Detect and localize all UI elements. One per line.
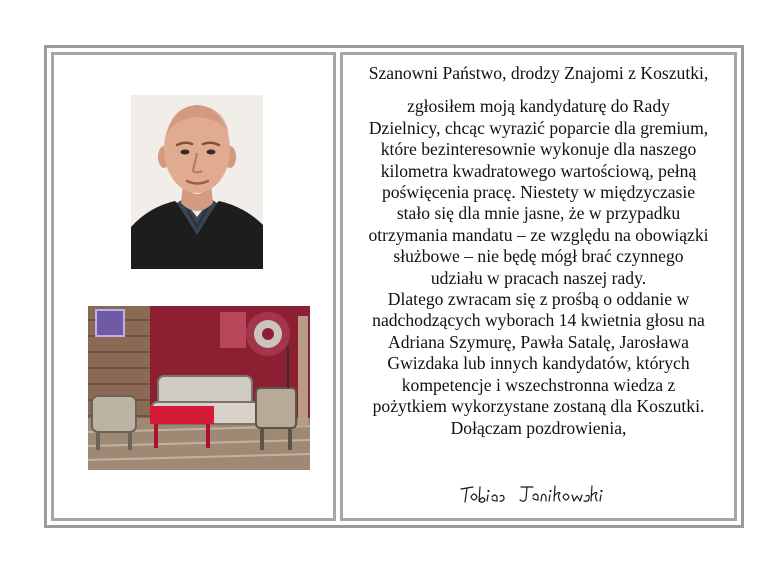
letter-line: służbowe – nie będę mógł brać czynnego bbox=[393, 246, 684, 267]
letter-line: kilometra kwadratowego wartościową, pełną bbox=[380, 160, 697, 181]
letter-line: nadchodzących wyborach 14 kwietnia głosu na bbox=[372, 310, 705, 331]
letter-line: które bezinteresownie wykonuje dla naszego bbox=[380, 139, 697, 160]
handwritten-signature bbox=[459, 483, 619, 505]
letter-line: otrzymania mandatu – ze względu na obowiązki bbox=[368, 224, 709, 245]
letter-line: Gwizdaka lub innych kandydatów, których bbox=[387, 353, 690, 374]
letter-line: Dlatego zwracam się z prośbą o oddanie w bbox=[387, 289, 690, 310]
letter-line: udziału w pracach naszej rady. bbox=[430, 267, 647, 288]
letter-panel bbox=[340, 52, 737, 521]
letter-text bbox=[343, 63, 734, 439]
letter-line: pożytkiem wykorzystane zostaną dla Koszutki. bbox=[372, 396, 705, 417]
letter-closing: Dołączam pozdrowienia, bbox=[450, 417, 627, 438]
letter-line: zgłosiłem moją kandydaturę do Rady bbox=[407, 96, 670, 117]
letter-line: poświęcenia pracę. Niestety w międzyczasie bbox=[381, 182, 696, 203]
letter-line: stało się dla mnie jasne, że w przypadku bbox=[396, 203, 681, 224]
portrait-photo bbox=[131, 95, 263, 269]
letter-greeting: Szanowni Państwo, drodzy Znajomi z Koszutki, bbox=[368, 63, 709, 83]
letter-frame bbox=[44, 45, 744, 528]
photo-panel bbox=[51, 52, 336, 521]
letter-line: Adriana Szymurę, Pawła Satalę, Jarosława bbox=[388, 331, 689, 352]
room-interior-photo bbox=[88, 306, 310, 470]
letter-line: Dzielnicy, chcąc wyrazić poparcie dla gremium, bbox=[368, 117, 709, 138]
letter-line: kompetencje i wszechstronna wiedza z bbox=[401, 374, 676, 395]
